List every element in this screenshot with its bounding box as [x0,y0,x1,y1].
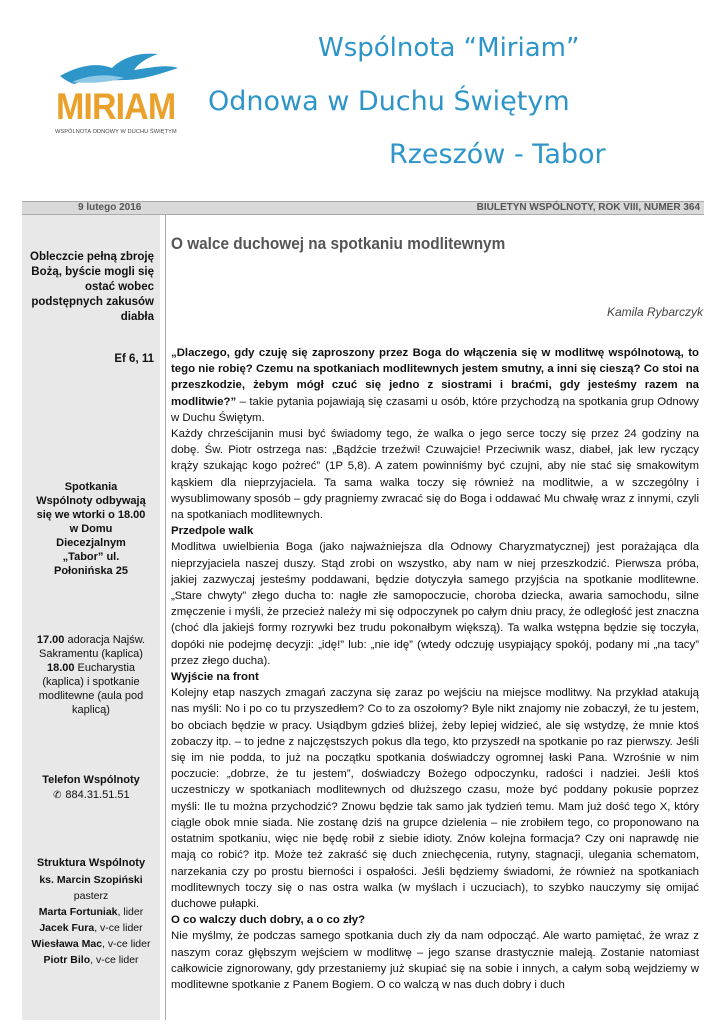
structure-item: ks. Marcin Szopiński [39,874,143,886]
schedule-time-2: 18.00 [46,662,75,674]
logo-subtitle: WSPÓLNOTA ODNOWY W DUCHU ŚWIĘTYM [55,129,177,135]
issue-date: 9 lutego 2016 [78,202,142,213]
info-bar [22,201,704,215]
section-heading: Wyjście na front [171,671,259,684]
article-body [171,345,699,993]
phone-heading: Telefon Wspólnoty [42,774,140,786]
lead-tail: – takie pytania pojawiają się czasami u osób, które przychodzą na spotkania grup Odnowy w Duchu Świętym. [171,395,699,424]
lead-question: „Dlaczego, gdy czuję się zaproszony przez Boga do włączenia się w modlitwę wspólnotową, to tego nie robię? Czemu na spotkaniach modlitewnych jestem smutny, a inni się cieszą? Co stoi na przeszkodzie, żebym mógł czuć się jedno z siostrami i braćmi, gdy jesteśmy razem na modlitwie?” [171,347,699,408]
sidebar-quote: Obleczcie pełną zbroję Bożą, byście mogli się ostać wobec podstępnych zakusów diabła [30,251,154,323]
article-author: Kamila Rybarczyk [606,305,703,319]
header-title-line3: Rzeszów - Tabor [389,139,606,170]
schedule-text-1: adoracja Najśw. Sakramentu (kaplica) [39,634,146,660]
sidebar [22,215,160,1020]
header-title-line1: Wspólnota “Miriam” [318,33,580,63]
structure-item: Jacek Fura, v-ce lider [39,922,143,934]
article-title: O walce duchowej na spotkaniu modlitewnym [171,235,506,253]
structure-item: Marta Fortuniak, lider [38,906,144,918]
structure-item: Piotr Bilo, v-ce lider [43,954,139,966]
schedule [22,633,160,717]
article-paragraph: Kolejny etap naszych zmagań zaczyna się zaraz po wejściu na miejsce modlitwy. Na przykład atakują nas myśli: No i po co tu przyszedłem? Co to za oszołomy? Byle nikt znajomy nie zobaczył, że tu jestem, bo obciach będzie w pracy. Usiądbym gdzieś bliżej, żeby lepiej widzieć, ale się wstydzę, że mnie ktoś zobaczy itp. – to jedne z najczęstszych pokus dla tego, kto przyszedł na spotkanie po raz pierwszy. Jeśli się im nie podda, to już na początku spotkania doświadczy ogromnej łaski Pana. Wzrośnie w nim poczucie: „dobrze, że tu jestem”, doświadczy Bożego odpoczynku, radości i nadziei. Jeśli ktoś uczestniczy w spotkaniach modlitewnych od dłuższego czasu, może być poddany pokusie poprzez myśli: Ile tu można przychodzić? Znowu będzie tak samo jak tydzień temu. Mam już dość tego X, który ciągle obok mnie siada. Nie zostanę dziś na grupce dzielenia – nie zrobiłem tego, co proponowano na ostatnim spotkaniu, więc nie będę robił z siebie idioty. Znów kolejna formacja? Czy oni naprawdę nie mają co robić? itp. Może też zakraść się duch zniechęcenia, rutyny, stagnacji, ulegania schematom, narzekania czy po prostu bierności i ospałości. Jeśli będziemy świadomi, że również na spotkaniach modlitewnych toczy się o nas ostra walka (w myślach i uczuciach), to szybko nauczymy się omijać duchowe pułapki. [171,687,699,910]
sidebar-quote-reference: Ef 6, 11 [114,353,154,365]
schedule-time-1: 17.00 [36,634,65,646]
article-paragraph: Modlitwa uwielbienia Boga (jako najważniejsza dla Odnowy Charyzmatycznej) jest porażająca dla nieprzyjaciela naszej duszy. Stąd zrobi on wszystko, aby nam w niej przeszkodzić. Pierwsza próba, jakiej zazwyczaj jesteśmy poddawani, będzie dotyczyła samego przyjścia na spotkanie modlitewne. „Stare chwyty” złego ducha to: nagłe złe samopoczucie, choroba dziecka, awaria samochodu, silne zmęczenie i myśli, że przecież należy mi się odpoczynek po całym dniu pracy, że odległość jest znaczna (choć dla jakiejś formy rozrywki bez trudu pokonałbym większą). Ta walka wstępna będzie się toczyła, dopóki nie podejmę decyzji: „idę!” lub: „nie idę” (wtedy odczuję usypiający spokój, podany mi „na tacy” przez złego ducha). [171,541,699,667]
section-heading: Przedpole walk [171,525,254,538]
article-paragraph: Każdy chrześcijanin musi być świadomy tego, że walka o jego serce toczy się przez 24 godziny na dobę. Św. Piotr ostrzega nas: „Bądźcie trzeźwi! Czuwajcie! Przeciwnik wasz, diabeł, jak lew ryczący krąży szukając kogo pożreć” (1P 5,8). A zatem powinniśmy być czujni, aby nie stać się smakowitym kąskiem dla nieprzyjaciela. Ta sama walka toczy się również na modlitwie, a w szczególny i wysublimowany sposób – gdy pragniemy zwracać się do Boga i oddawać Mu chwałę wraz z innymi, czyli na spotkaniach modlitewnych. [171,428,699,522]
header-title-line2: Odnowa w Duchu Świętym [208,86,570,117]
column-divider [165,215,166,1020]
logo-text: MIRIAM [56,86,176,127]
phone-number: 884.31.51.51 [65,789,130,801]
article-paragraph [171,345,699,426]
schedule-text-2: Eucharystia (kaplica) i spotkanie modlitewne (aula pod kaplicą) [38,662,144,716]
phone-icon: ✆ [53,790,62,801]
structure-item: Wiesława Mac, v-ce lider [31,938,151,950]
structure-list [22,872,160,968]
phone-line [22,788,160,803]
logo [50,48,180,140]
section-heading: O co walczy duch dobry, a o co zły? [171,914,366,927]
structure-item: pasterz [73,890,109,902]
meeting-info: Spotkania Wspólnoty odbywają się we wtorki o 18.00 w Domu Diecezjalnym „Tabor” ul. Połonińska 25 [36,481,146,577]
bulletin-number: BIULETYN WSPÓLNOTY, ROK VIII, NUMER 364 [476,202,700,213]
structure-heading: Struktura Wspólnoty [36,857,146,869]
article-paragraph: Nie myślmy, że podczas samego spotkania duch zły da nam odpocząć. Ale warto pamiętać, że wraz z naszym coraz głębszym wejściem w modlitwę – jego szanse drastycznie maleją. Zostanie natomiast całkowicie zignorowany, gdy przestaniemy już skupiać się na sobie i innych, a całym sobą wejdziemy w modlitewne spotkanie z Panem Bogiem. O co walczą w nas duch dobry i duch [171,930,699,991]
